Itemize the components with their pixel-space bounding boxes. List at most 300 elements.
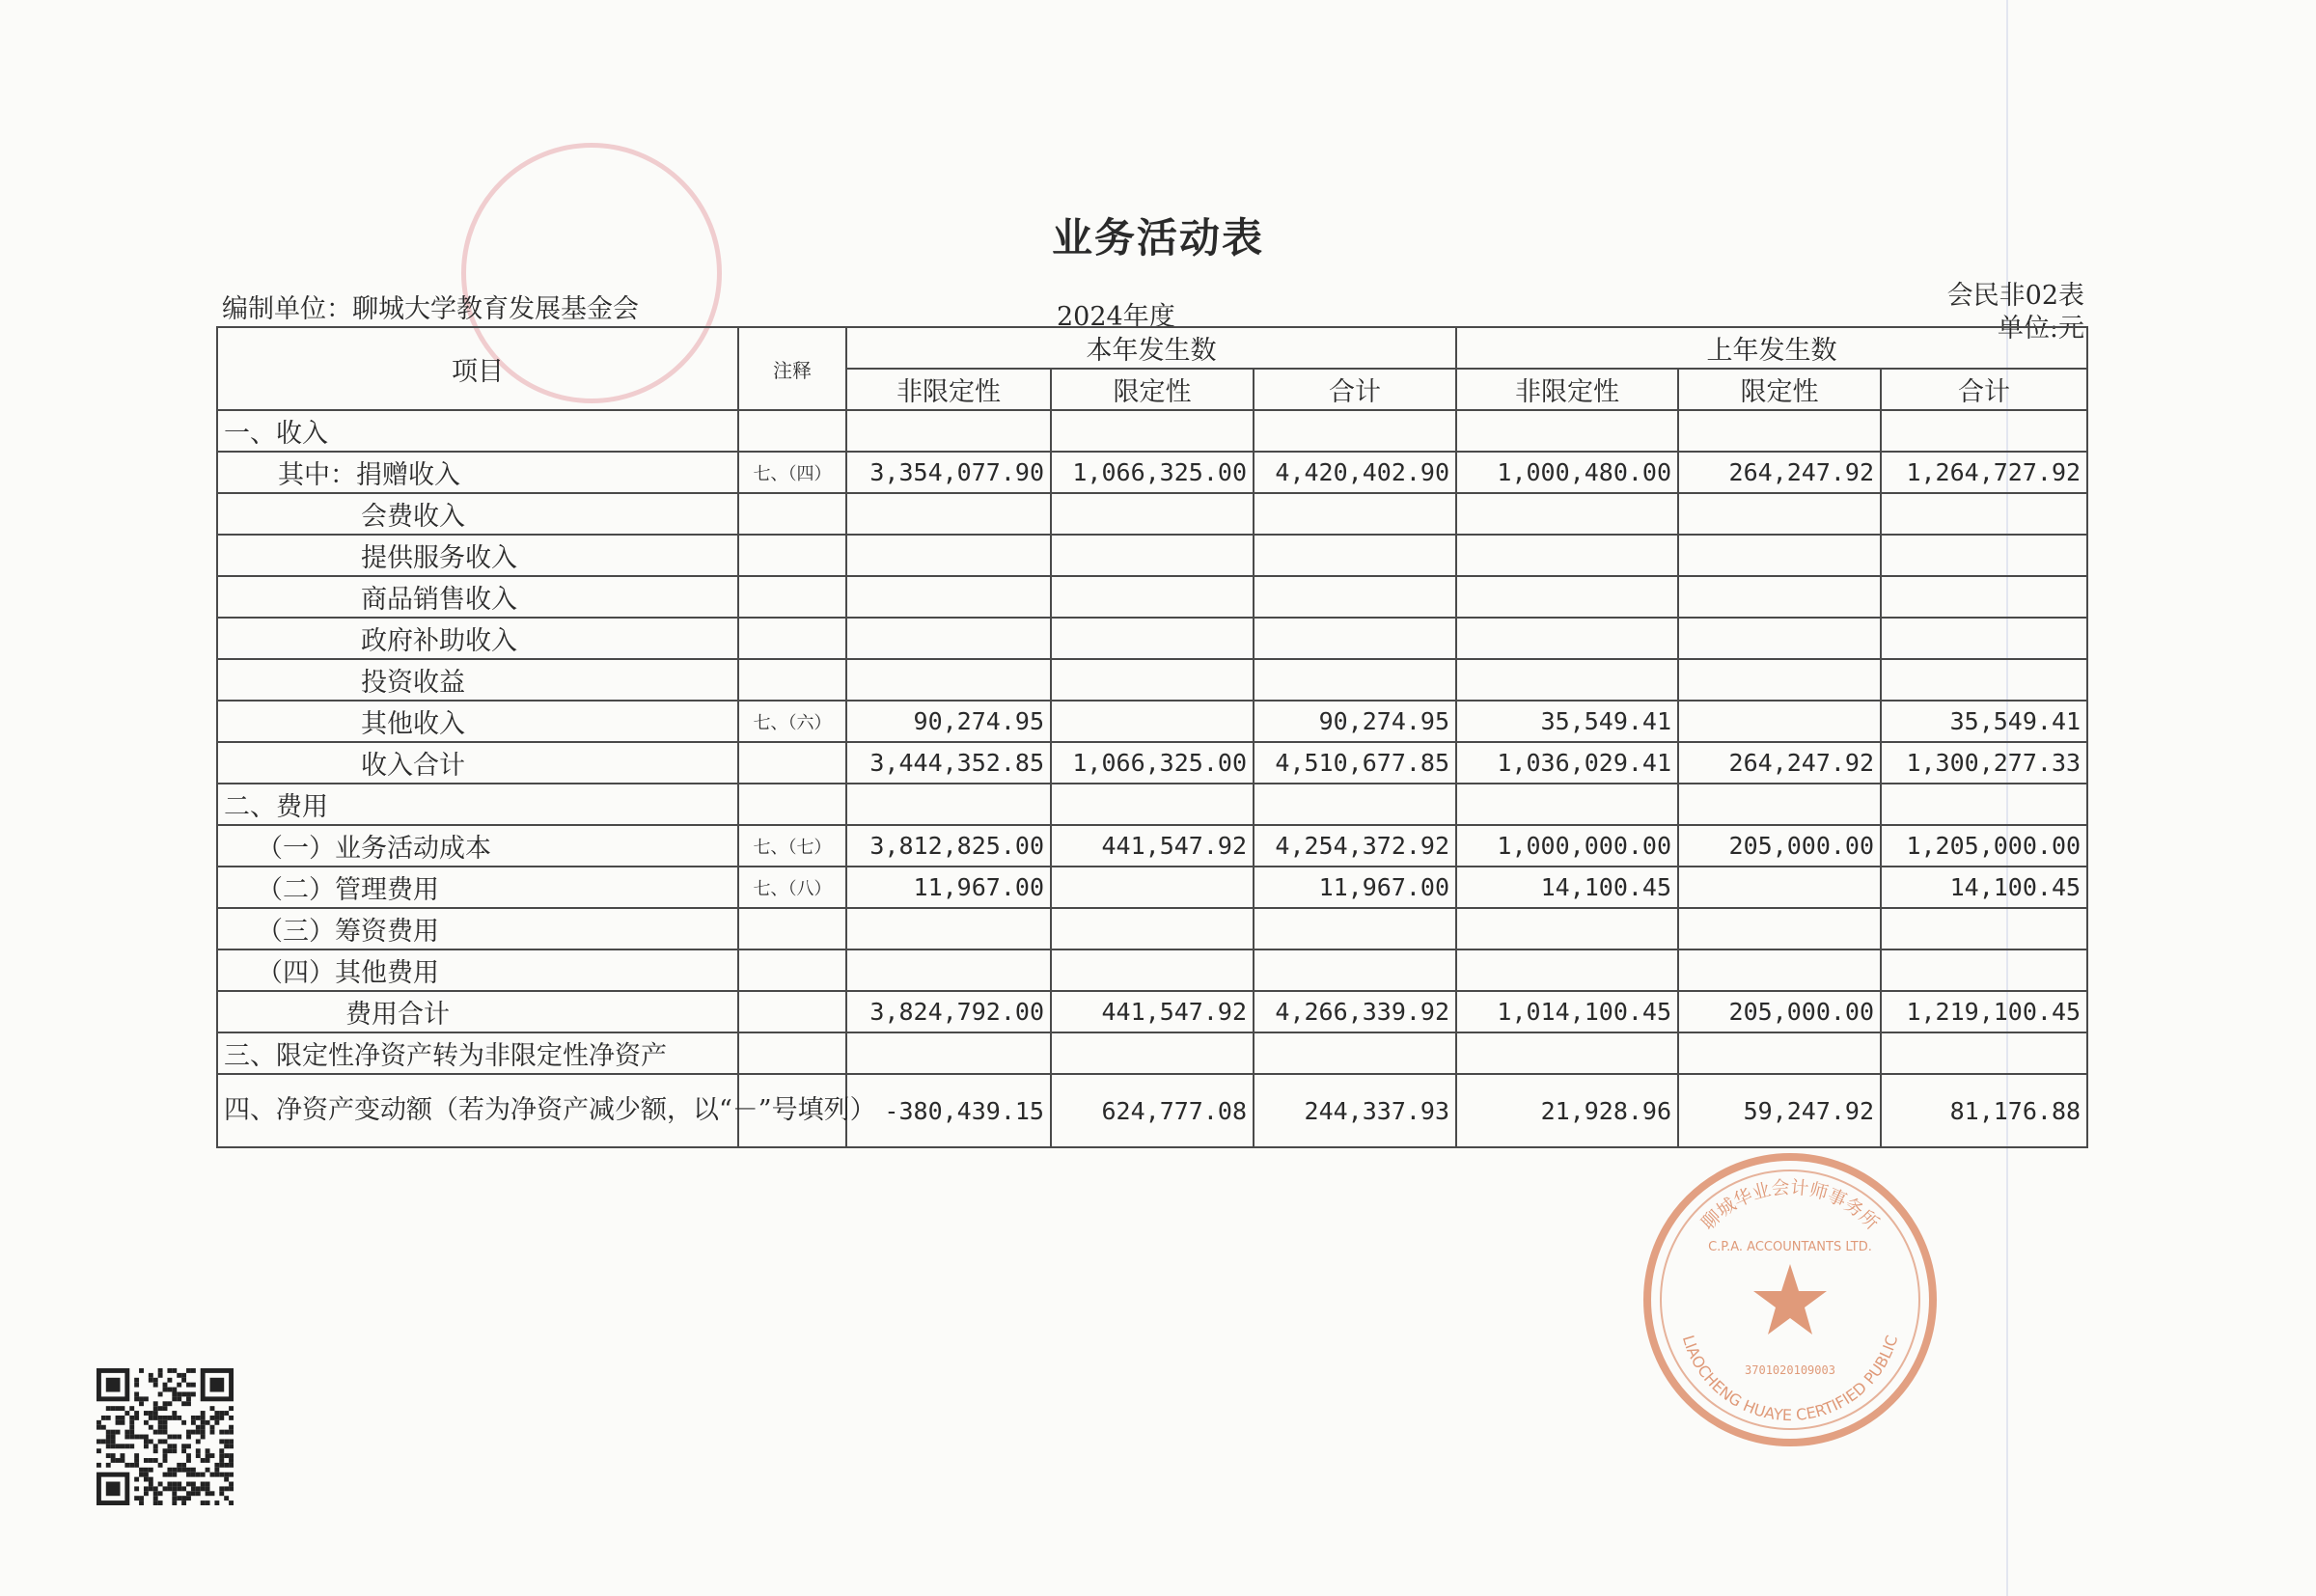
row-label: 收入合计 xyxy=(217,742,738,784)
table-row xyxy=(217,991,2087,1032)
row-value xyxy=(1051,908,1254,949)
qr-module xyxy=(196,1425,201,1430)
qr-module xyxy=(172,1491,177,1496)
qr-module xyxy=(149,1477,153,1482)
qr-module xyxy=(158,1482,163,1487)
qr-module xyxy=(172,1368,177,1373)
qr-module xyxy=(134,1463,139,1468)
row-note xyxy=(738,535,846,576)
qr-module xyxy=(134,1383,139,1388)
row-value: 90,274.95 xyxy=(846,701,1051,742)
qr-module xyxy=(153,1411,158,1416)
qr-module xyxy=(134,1416,139,1420)
row-value xyxy=(1881,659,2087,701)
row-value xyxy=(1051,949,1254,991)
qr-module xyxy=(191,1468,196,1472)
qr-module xyxy=(229,1463,234,1468)
qr-module xyxy=(172,1472,177,1477)
qr-module xyxy=(177,1373,181,1378)
row-value: 624,777.08 xyxy=(1051,1074,1254,1147)
row-value xyxy=(846,535,1051,576)
qr-module xyxy=(186,1453,191,1458)
table-row xyxy=(217,659,2087,701)
qr-module xyxy=(172,1448,177,1453)
row-label: 三、限定性净资产转为非限定性净资产 xyxy=(217,1032,738,1074)
row-value xyxy=(1051,618,1254,659)
qr-module xyxy=(186,1383,191,1388)
qr-module xyxy=(158,1425,163,1430)
row-value xyxy=(1254,908,1456,949)
row-value: 11,967.00 xyxy=(1254,867,1456,908)
row-value: 1,066,325.00 xyxy=(1051,452,1254,493)
row-value: 14,100.45 xyxy=(1456,867,1678,908)
qr-module xyxy=(158,1406,163,1411)
row-value: 205,000.00 xyxy=(1678,825,1881,867)
row-value: 205,000.00 xyxy=(1678,991,1881,1032)
qr-module xyxy=(181,1496,186,1500)
row-value xyxy=(1456,535,1678,576)
qr-module xyxy=(224,1486,229,1491)
qr-module xyxy=(214,1411,219,1416)
qr-module xyxy=(181,1463,186,1468)
activity-statement-table xyxy=(216,326,2088,1148)
row-label: 一、收入 xyxy=(217,410,738,452)
qr-module xyxy=(229,1416,234,1420)
qr-module xyxy=(96,1448,101,1453)
qr-module xyxy=(229,1500,234,1505)
qr-module xyxy=(158,1368,163,1373)
qr-module xyxy=(120,1453,124,1458)
qr-module xyxy=(224,1496,229,1500)
qr-module xyxy=(124,1430,129,1435)
qr-module xyxy=(163,1453,168,1458)
qr-module xyxy=(177,1391,181,1396)
qr-module xyxy=(201,1486,206,1491)
row-value: 1,264,727.92 xyxy=(1881,452,2087,493)
row-value xyxy=(1678,1032,1881,1074)
qr-module xyxy=(219,1463,224,1468)
qr-module xyxy=(201,1482,206,1487)
qr-module xyxy=(181,1468,186,1472)
qr-module xyxy=(158,1430,163,1435)
row-value xyxy=(1678,784,1881,825)
qr-module xyxy=(163,1439,168,1444)
row-value: 21,928.96 xyxy=(1456,1074,1678,1147)
qr-module xyxy=(106,1463,111,1468)
qr-module xyxy=(167,1368,172,1373)
row-note xyxy=(738,618,846,659)
header-prior-year: 上年发生数 xyxy=(1456,327,2087,369)
qr-module xyxy=(149,1486,153,1491)
row-value xyxy=(1456,493,1678,535)
row-value xyxy=(1678,576,1881,618)
qr-module xyxy=(186,1435,191,1440)
qr-module xyxy=(191,1430,196,1435)
qr-module xyxy=(172,1468,177,1472)
row-value: 1,000,480.00 xyxy=(1456,452,1678,493)
form-number: 会民非02表 xyxy=(1946,281,2084,311)
qr-module xyxy=(111,1453,116,1458)
page-title: 业务活动表 xyxy=(1051,214,1264,261)
row-label: （三）筹资费用 xyxy=(217,908,738,949)
qr-module xyxy=(181,1391,186,1396)
qr-module xyxy=(129,1416,134,1420)
org-label: 编制单位：聊城大学教育发展基金会 xyxy=(222,294,639,324)
qr-module xyxy=(116,1458,121,1463)
qr-module xyxy=(124,1463,129,1468)
qr-module xyxy=(201,1411,206,1416)
row-value: 35,549.41 xyxy=(1456,701,1678,742)
qr-module xyxy=(158,1463,163,1468)
qr-module xyxy=(129,1435,134,1440)
qr-module xyxy=(201,1425,206,1430)
header-prev-unrestricted: 非限定性 xyxy=(1456,369,1678,410)
qr-module xyxy=(163,1448,168,1453)
qr-module xyxy=(153,1448,158,1453)
qr-module xyxy=(106,1406,111,1411)
qr-module xyxy=(224,1439,229,1444)
qr-module xyxy=(106,1430,111,1435)
qr-module xyxy=(116,1406,121,1411)
row-label: 政府补助收入 xyxy=(217,618,738,659)
row-value: 3,824,792.00 xyxy=(846,991,1051,1032)
qr-module xyxy=(177,1486,181,1491)
qr-module xyxy=(172,1388,177,1392)
qr-module xyxy=(163,1486,168,1491)
row-value xyxy=(1254,784,1456,825)
row-value: 3,812,825.00 xyxy=(846,825,1051,867)
row-note xyxy=(738,991,846,1032)
qr-module xyxy=(214,1416,219,1420)
row-value: 4,510,677.85 xyxy=(1254,742,1456,784)
qr-module xyxy=(210,1453,215,1458)
qr-module xyxy=(219,1472,224,1477)
qr-finder xyxy=(106,1482,121,1497)
qr-module xyxy=(186,1482,191,1487)
qr-module xyxy=(163,1458,168,1463)
qr-module xyxy=(153,1500,158,1505)
qr-module xyxy=(116,1430,121,1435)
qr-module xyxy=(139,1472,144,1477)
qr-module xyxy=(116,1416,121,1420)
qr-module xyxy=(181,1373,186,1378)
row-value xyxy=(1678,659,1881,701)
qr-module xyxy=(219,1486,224,1491)
row-value xyxy=(1051,1032,1254,1074)
qr-module xyxy=(153,1491,158,1496)
row-label: （一）业务活动成本 xyxy=(217,825,738,867)
row-value xyxy=(1456,784,1678,825)
row-value xyxy=(1881,1032,2087,1074)
qr-module xyxy=(163,1420,168,1425)
table-row xyxy=(217,618,2087,659)
qr-module xyxy=(206,1453,210,1458)
row-label: 会费收入 xyxy=(217,493,738,535)
qr-module xyxy=(163,1472,168,1477)
qr-module xyxy=(210,1406,215,1411)
row-label: （四）其他费用 xyxy=(217,949,738,991)
qr-module xyxy=(163,1425,168,1430)
row-value: 59,247.92 xyxy=(1678,1074,1881,1147)
row-value xyxy=(1881,908,2087,949)
qr-module xyxy=(210,1472,215,1477)
qr-module xyxy=(106,1416,111,1420)
row-value: 441,547.92 xyxy=(1051,825,1254,867)
qr-module xyxy=(144,1486,149,1491)
qr-module xyxy=(172,1444,177,1448)
table-row xyxy=(217,1074,2087,1147)
qr-module xyxy=(172,1411,177,1416)
row-note: 七、（四） xyxy=(738,452,846,493)
qr-module xyxy=(206,1491,210,1496)
qr-module xyxy=(153,1378,158,1383)
row-note xyxy=(738,742,846,784)
qr-module xyxy=(177,1416,181,1420)
row-value xyxy=(1678,867,1881,908)
row-value xyxy=(846,576,1051,618)
qr-module xyxy=(186,1391,191,1396)
header-prev-restricted: 限定性 xyxy=(1678,369,1881,410)
qr-module xyxy=(201,1416,206,1420)
qr-module xyxy=(219,1430,224,1435)
row-value: 90,274.95 xyxy=(1254,701,1456,742)
qr-module xyxy=(196,1430,201,1435)
qr-module xyxy=(172,1391,177,1396)
qr-module xyxy=(229,1472,234,1477)
qr-module xyxy=(116,1420,121,1425)
row-value xyxy=(846,784,1051,825)
row-value xyxy=(1456,576,1678,618)
table-row xyxy=(217,576,2087,618)
row-value xyxy=(846,1032,1051,1074)
qr-module xyxy=(120,1406,124,1411)
qr-module xyxy=(144,1458,149,1463)
qr-module xyxy=(153,1401,158,1406)
row-value xyxy=(1881,493,2087,535)
row-value xyxy=(1254,410,1456,452)
row-value xyxy=(1254,949,1456,991)
qr-module xyxy=(134,1411,139,1416)
qr-module xyxy=(111,1439,116,1444)
row-value xyxy=(1051,535,1254,576)
qr-module xyxy=(101,1425,106,1430)
row-value: 264,247.92 xyxy=(1678,742,1881,784)
svg-text:LIAOCHENG HUAYE CERTIFIED PUBL xyxy=(1679,1333,1901,1424)
qr-module xyxy=(144,1468,149,1472)
qr-module xyxy=(172,1396,177,1401)
qr-finder xyxy=(106,1378,121,1392)
qr-module xyxy=(177,1435,181,1440)
row-value: 1,000,000.00 xyxy=(1456,825,1678,867)
row-value: 1,014,100.45 xyxy=(1456,991,1678,1032)
row-value: 11,967.00 xyxy=(846,867,1051,908)
qr-module xyxy=(149,1458,153,1463)
row-value xyxy=(1881,410,2087,452)
qr-module xyxy=(196,1416,201,1420)
qr-module xyxy=(134,1453,139,1458)
row-label: 二、费用 xyxy=(217,784,738,825)
qr-module xyxy=(153,1430,158,1435)
qr-module xyxy=(149,1482,153,1487)
table-row xyxy=(217,535,2087,576)
qr-module xyxy=(206,1448,210,1453)
qr-module xyxy=(219,1411,224,1416)
qr-module xyxy=(106,1439,111,1444)
qr-module xyxy=(229,1425,234,1430)
row-value xyxy=(1881,784,2087,825)
row-value: 81,176.88 xyxy=(1881,1074,2087,1147)
qr-module xyxy=(201,1430,206,1435)
qr-module xyxy=(120,1416,124,1420)
qr-module xyxy=(139,1368,144,1373)
qr-module xyxy=(158,1416,163,1420)
qr-module xyxy=(224,1430,229,1435)
qr-module xyxy=(224,1477,229,1482)
row-value xyxy=(1254,493,1456,535)
row-value xyxy=(1456,949,1678,991)
qr-module xyxy=(224,1472,229,1477)
row-value xyxy=(1051,576,1254,618)
qr-module xyxy=(134,1477,139,1482)
row-value xyxy=(846,618,1051,659)
qr-module xyxy=(186,1430,191,1435)
qr-module xyxy=(106,1444,111,1448)
qr-module xyxy=(139,1435,144,1440)
qr-module xyxy=(177,1383,181,1388)
qr-module xyxy=(101,1439,106,1444)
qr-module xyxy=(191,1482,196,1487)
qr-module xyxy=(210,1430,215,1435)
qr-module xyxy=(201,1435,206,1440)
table-row xyxy=(217,742,2087,784)
row-value xyxy=(846,410,1051,452)
qr-module xyxy=(96,1420,101,1425)
row-value xyxy=(1456,410,1678,452)
qr-module xyxy=(129,1444,134,1448)
qr-module xyxy=(172,1416,177,1420)
qr-module xyxy=(210,1491,215,1496)
row-value xyxy=(1456,618,1678,659)
row-label: 投资收益 xyxy=(217,659,738,701)
qr-module xyxy=(196,1486,201,1491)
row-value xyxy=(1881,618,2087,659)
qr-module xyxy=(181,1486,186,1491)
row-value xyxy=(1051,410,1254,452)
row-value: 35,549.41 xyxy=(1881,701,2087,742)
qr-module xyxy=(191,1416,196,1420)
qr-module xyxy=(167,1416,172,1420)
qr-module xyxy=(120,1444,124,1448)
row-note xyxy=(738,949,846,991)
qr-module xyxy=(191,1491,196,1496)
seal-text-en: LIAOCHENG HUAYE CERTIFIED PUBLIC xyxy=(1678,1333,1902,1425)
qr-module xyxy=(149,1439,153,1444)
row-value xyxy=(1881,535,2087,576)
qr-module xyxy=(191,1368,196,1373)
qr-module xyxy=(149,1378,153,1383)
qr-module xyxy=(186,1458,191,1463)
qr-module xyxy=(153,1406,158,1411)
qr-module xyxy=(106,1435,111,1440)
qr-module xyxy=(153,1496,158,1500)
qr-module xyxy=(196,1439,201,1444)
row-value xyxy=(1051,867,1254,908)
qr-module xyxy=(139,1496,144,1500)
table-row xyxy=(217,949,2087,991)
qr-module xyxy=(219,1491,224,1496)
row-value xyxy=(1678,493,1881,535)
row-note xyxy=(738,576,846,618)
header-item: 项目 xyxy=(217,327,738,410)
qr-module xyxy=(186,1444,191,1448)
row-value xyxy=(846,659,1051,701)
qr-module xyxy=(144,1411,149,1416)
qr-module xyxy=(229,1439,234,1444)
qr-module xyxy=(224,1463,229,1468)
qr-module xyxy=(124,1435,129,1440)
qr-module xyxy=(144,1491,149,1496)
header-cur-restricted: 限定性 xyxy=(1051,369,1254,410)
qr-module xyxy=(229,1482,234,1487)
table-row xyxy=(217,867,2087,908)
qr-module xyxy=(214,1472,219,1477)
qr-module xyxy=(191,1383,196,1388)
row-note: 七、（六） xyxy=(738,701,846,742)
row-label: 商品销售收入 xyxy=(217,576,738,618)
qr-module xyxy=(134,1486,139,1491)
qr-module xyxy=(106,1453,111,1458)
row-label: （二）管理费用 xyxy=(217,867,738,908)
qr-module xyxy=(172,1435,177,1440)
row-label: 四、净资产变动额（若为净资产减少额，以“－”号填列） xyxy=(217,1074,738,1147)
table-row xyxy=(217,784,2087,825)
qr-module xyxy=(149,1468,153,1472)
row-value xyxy=(1881,576,2087,618)
row-label: 其中：捐赠收入 xyxy=(217,452,738,493)
qr-module xyxy=(229,1444,234,1448)
row-value: 1,219,100.45 xyxy=(1881,991,2087,1032)
qr-module xyxy=(139,1500,144,1505)
qr-module xyxy=(181,1500,186,1505)
qr-module xyxy=(181,1444,186,1448)
qr-module xyxy=(96,1463,101,1468)
row-note xyxy=(738,493,846,535)
row-note: 七、（七） xyxy=(738,825,846,867)
header-prev-total: 合计 xyxy=(1881,369,2087,410)
row-value: 4,420,402.90 xyxy=(1254,452,1456,493)
svg-text:聊城华业会计师事务所 xyxy=(1697,1177,1883,1234)
qr-module xyxy=(163,1388,168,1392)
qr-module xyxy=(186,1496,191,1500)
qr-module xyxy=(206,1486,210,1491)
row-value xyxy=(1678,618,1881,659)
row-value: -380,439.15 xyxy=(846,1074,1051,1147)
qr-module xyxy=(201,1420,206,1425)
qr-module xyxy=(186,1472,191,1477)
qr-module xyxy=(129,1425,134,1430)
qr-module xyxy=(167,1486,172,1491)
qr-module xyxy=(214,1463,219,1468)
qr-module xyxy=(158,1491,163,1496)
qr-module xyxy=(206,1500,210,1505)
row-value: 1,036,029.41 xyxy=(1456,742,1678,784)
qr-module xyxy=(172,1486,177,1491)
qr-module xyxy=(181,1420,186,1425)
row-value xyxy=(1254,659,1456,701)
qr-module xyxy=(186,1491,191,1496)
qr-module xyxy=(196,1453,201,1458)
header-current-year: 本年发生数 xyxy=(846,327,1456,369)
